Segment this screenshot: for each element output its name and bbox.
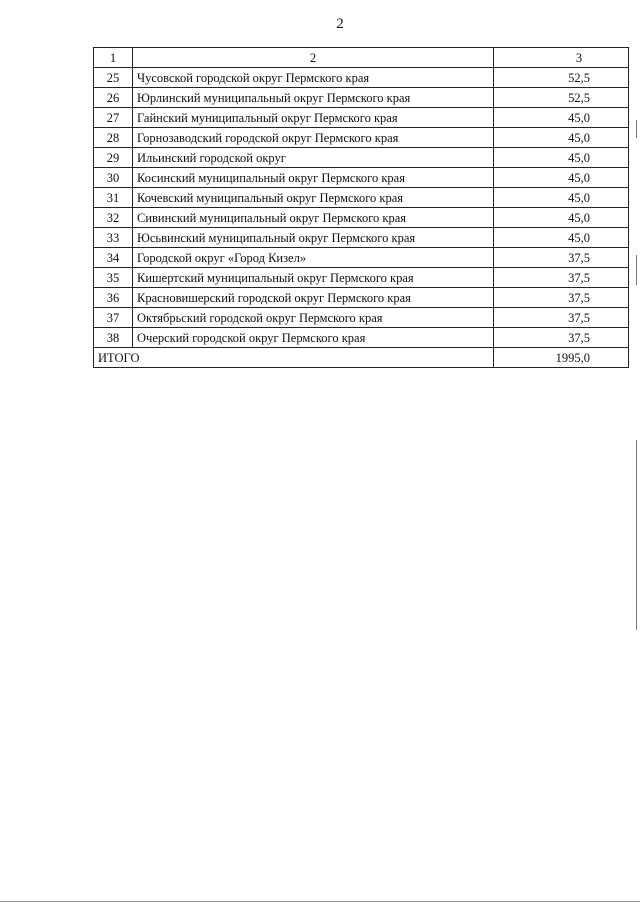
row-value-cell: 52,5	[494, 68, 629, 88]
row-name-cell: Горнозаводский городской округ Пермского края	[133, 128, 494, 148]
row-name-cell: Очерский городской округ Пермского края	[133, 328, 494, 348]
row-name-cell: Кочевский муниципальный округ Пермского края	[133, 188, 494, 208]
table-row	[94, 268, 629, 288]
row-name-cell: Городской округ «Город Кизел»	[133, 248, 494, 268]
table-row	[94, 128, 629, 148]
row-number-cell: 31	[94, 188, 133, 208]
scan-edge-mark	[636, 120, 637, 138]
table-row	[94, 248, 629, 268]
row-number-cell: 26	[94, 88, 133, 108]
row-value-cell: 45,0	[494, 128, 629, 148]
row-value-cell: 45,0	[494, 208, 629, 228]
table-row	[94, 288, 629, 308]
table-row	[94, 148, 629, 168]
total-value: 1995,0	[494, 348, 629, 368]
row-number-cell: 27	[94, 108, 133, 128]
header-cell-name: 2	[133, 48, 494, 68]
row-value-cell: 37,5	[494, 328, 629, 348]
table-row	[94, 208, 629, 228]
row-name-cell: Сивинский муниципальный округ Пермского края	[133, 208, 494, 228]
row-name-cell: Чусовской городской округ Пермского края	[133, 68, 494, 88]
table-row	[94, 108, 629, 128]
row-number-cell: 36	[94, 288, 133, 308]
row-number-cell: 35	[94, 268, 133, 288]
row-value-cell: 45,0	[494, 168, 629, 188]
row-value-cell: 45,0	[494, 188, 629, 208]
table-row	[94, 228, 629, 248]
allocation-table	[93, 47, 629, 368]
row-value-cell: 37,5	[494, 248, 629, 268]
row-number-cell: 29	[94, 148, 133, 168]
table-header-row	[94, 48, 629, 68]
row-value-cell: 37,5	[494, 288, 629, 308]
header-cell-value: 3	[494, 48, 629, 68]
row-value-cell: 45,0	[494, 228, 629, 248]
row-value-cell: 37,5	[494, 268, 629, 288]
row-name-cell: Гайнский муниципальный округ Пермского края	[133, 108, 494, 128]
table-row	[94, 168, 629, 188]
row-number-cell: 38	[94, 328, 133, 348]
row-value-cell: 37,5	[494, 308, 629, 328]
row-number-cell: 25	[94, 68, 133, 88]
header-cell-number: 1	[94, 48, 133, 68]
row-number-cell: 34	[94, 248, 133, 268]
page-number: 2	[336, 16, 344, 32]
total-label: ИТОГО	[94, 348, 494, 368]
row-name-cell: Косинский муниципальный округ Пермского края	[133, 168, 494, 188]
row-name-cell: Юрлинский муниципальный округ Пермского края	[133, 88, 494, 108]
row-name-cell: Ильинский городской округ	[133, 148, 494, 168]
row-name-cell: Октябрьский городской округ Пермского края	[133, 308, 494, 328]
scan-bottom-edge	[0, 901, 640, 902]
row-value-cell: 45,0	[494, 148, 629, 168]
row-number-cell: 28	[94, 128, 133, 148]
scan-edge-mark	[636, 440, 637, 630]
total-row	[94, 348, 629, 368]
table-row	[94, 328, 629, 348]
row-name-cell: Красновишерский городской округ Пермского края	[133, 288, 494, 308]
row-number-cell: 30	[94, 168, 133, 188]
row-name-cell: Юсьвинский муниципальный округ Пермского края	[133, 228, 494, 248]
row-name-cell: Кишертский муниципальный округ Пермского края	[133, 268, 494, 288]
table-row	[94, 88, 629, 108]
row-value-cell: 45,0	[494, 108, 629, 128]
row-number-cell: 33	[94, 228, 133, 248]
row-number-cell: 32	[94, 208, 133, 228]
table-row	[94, 188, 629, 208]
table-body	[94, 48, 629, 368]
table-row	[94, 308, 629, 328]
row-number-cell: 37	[94, 308, 133, 328]
row-value-cell: 52,5	[494, 88, 629, 108]
scan-edge-mark	[636, 255, 637, 285]
table-row	[94, 68, 629, 88]
